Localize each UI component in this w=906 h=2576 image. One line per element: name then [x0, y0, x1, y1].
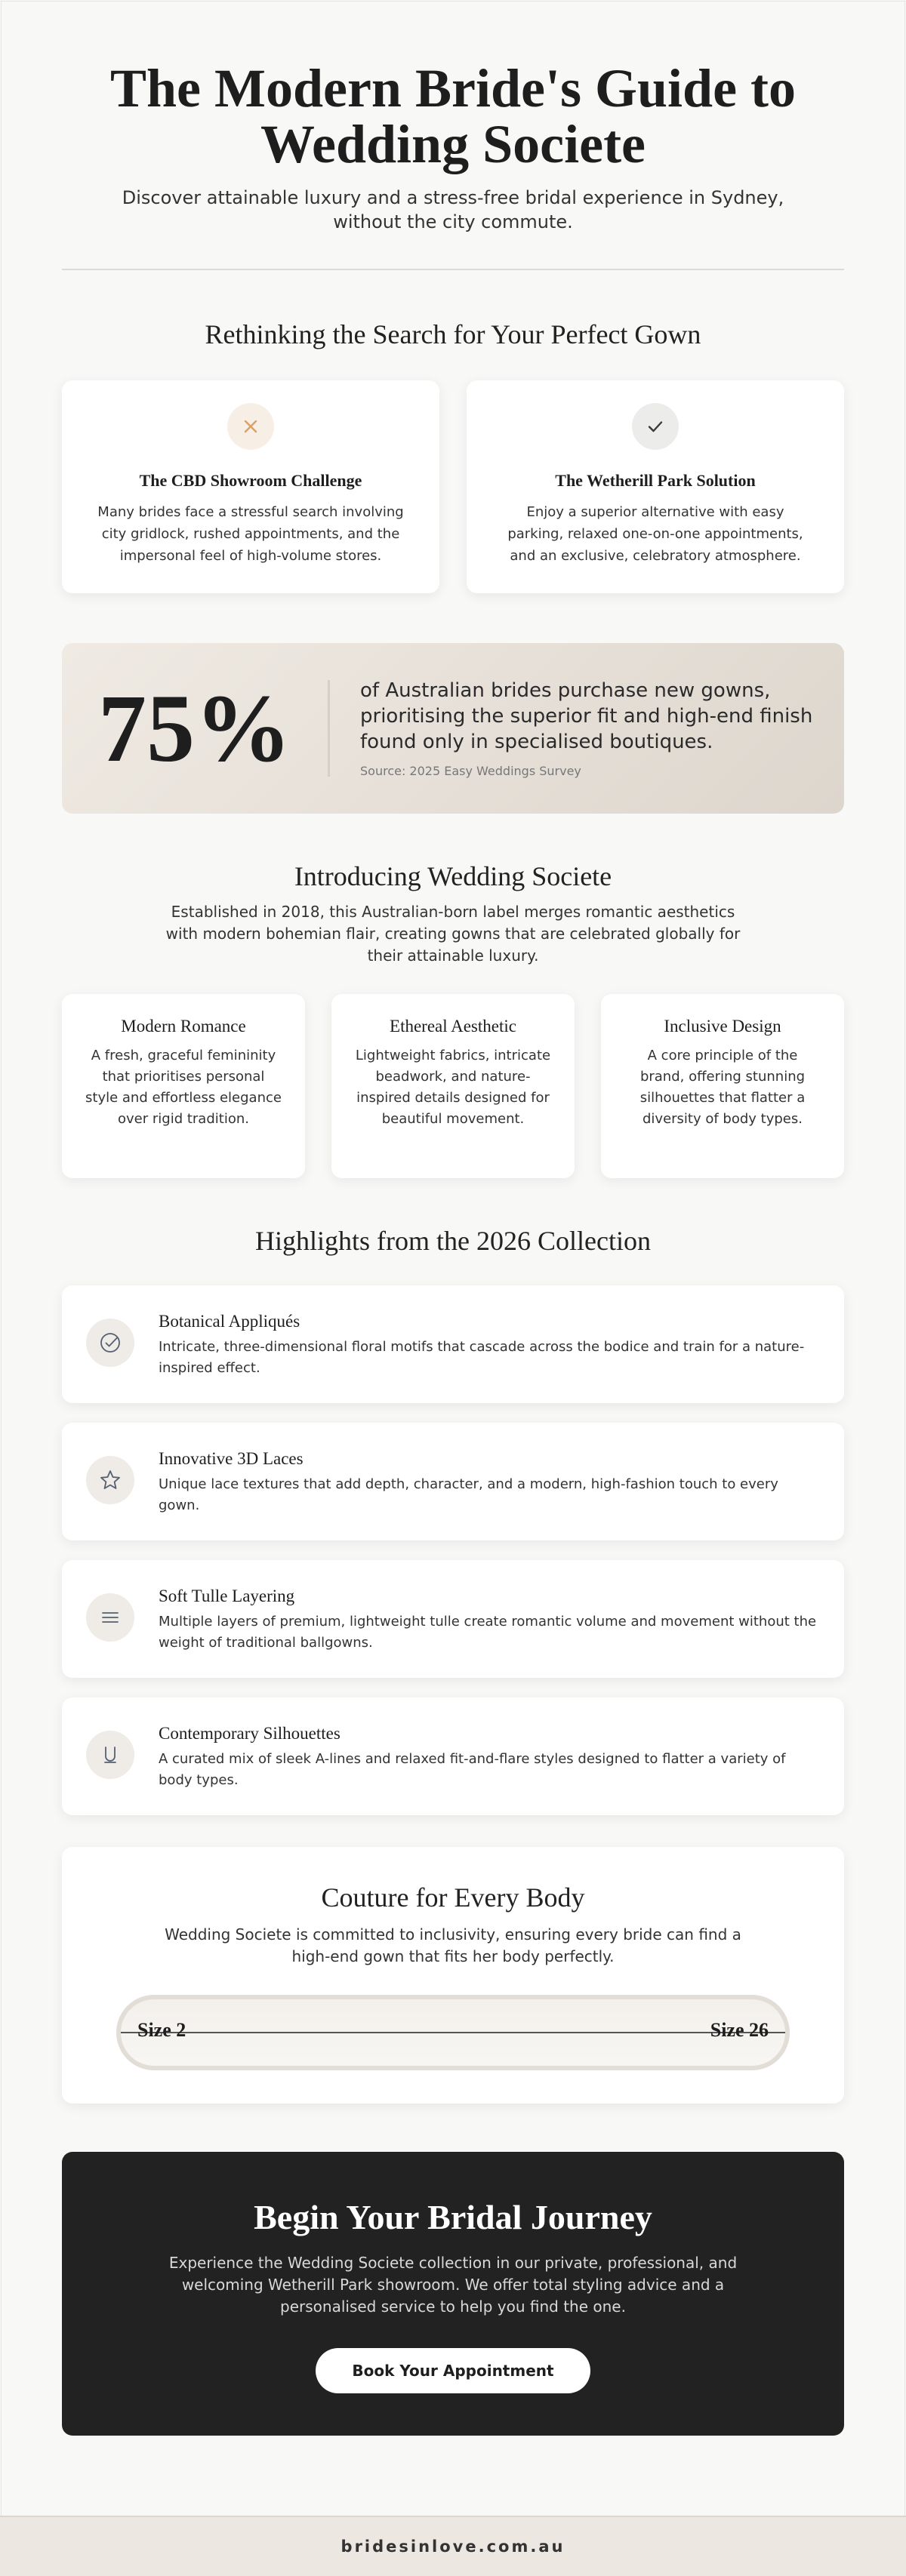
layers-icon: [86, 1593, 134, 1642]
highlight-body: [159, 1311, 823, 1379]
highlight-heading: Botanical Appliqués: [159, 1312, 300, 1331]
solution-card: [467, 380, 844, 593]
stat-banner: [62, 643, 844, 814]
intro-text: Established in 2018, this Australian-born label merges romantic aesthetics with modern bohemian flair, creating gowns that are celebrated globally for their attainable luxury.: [165, 903, 741, 965]
cta-panel: [62, 2152, 844, 2436]
pillar-heading: Inclusive Design: [664, 1017, 781, 1036]
highlights-section: [62, 1225, 844, 1815]
footer: [0, 2516, 906, 2576]
x-icon: [227, 403, 274, 450]
hero-subtitle: Discover attainable luxury and a stress-free bridal experience in Sydney, without the city commute.: [122, 187, 784, 232]
footer-site-link[interactable]: bridesinlove.com.au: [341, 2538, 565, 2556]
challenge-heading: The CBD Showroom Challenge: [139, 471, 362, 490]
size-min-label: Size 2: [137, 2019, 186, 2041]
star-icon: [86, 1456, 134, 1504]
solution-text: Enjoy a superior alternative with easy parking, relaxed one-on-one appointments, and an exclusive, celebratory atmosphere.: [507, 504, 803, 564]
check-circle-icon: [86, 1319, 134, 1367]
comparison-section: [62, 319, 844, 593]
book-appointment-button[interactable]: Book Your Appointment: [316, 2348, 590, 2393]
couture-text: Wedding Societe is committed to inclusivity, ensuring every bride can find a high-end gown that fits her body perfectly.: [165, 1925, 741, 1965]
highlight-body: [159, 1723, 823, 1791]
highlight-heading: Soft Tulle Layering: [159, 1587, 295, 1605]
challenge-text: Many brides face a stressful search involving city gridlock, rushed appointments, and the impersonal feel of high-volume stores.: [97, 504, 404, 564]
pillar-heading: Modern Romance: [121, 1017, 246, 1036]
highlights-title: Highlights from the 2026 Collection: [255, 1226, 651, 1256]
couture-section: [62, 1847, 844, 2104]
pillar-text: A core principle of the brand, offering stunning silhouettes that flatter a diversity of body types.: [639, 1048, 806, 1127]
list-item: [62, 1560, 844, 1678]
highlight-text: Unique lace textures that add depth, character, and a modern, high-fashion touch to every gown.: [159, 1476, 778, 1513]
highlights-list: [62, 1285, 844, 1815]
stat-text: of Australian brides purchase new gowns, prioritising the superior fit and high-end finish found only in specialised boutiques.: [360, 679, 813, 753]
stat-source: Source: 2025 Easy Weddings Survey: [360, 764, 581, 778]
stat-value: 75%: [98, 675, 291, 782]
solution-heading: The Wetherill Park Solution: [555, 471, 756, 490]
highlight-body: [159, 1586, 823, 1654]
intro-title: Introducing Wedding Societe: [294, 861, 612, 891]
cta-title: Begin Your Bridal Journey: [254, 2198, 652, 2236]
hero-divider: [62, 269, 844, 270]
cta-text: Experience the Wedding Societe collection in our private, professional, and welcoming Wetherill Park showroom. We offer total styling advice and a personalised service to help you find the one.: [168, 2254, 738, 2316]
pillar-text: A fresh, graceful femininity that prioritises personal style and effortless elegance over rigid tradition.: [85, 1048, 282, 1127]
pillar-card: [601, 994, 844, 1178]
list-item: [62, 1697, 844, 1815]
highlight-text: Intricate, three-dimensional floral motifs that cascade across the bodice and train for a nature-inspired effect.: [159, 1339, 805, 1376]
pillar-cards: [62, 994, 844, 1178]
comparison-title: Rethinking the Search for Your Perfect Gown: [205, 319, 701, 349]
pillar-card: [62, 994, 305, 1178]
list-item: [62, 1423, 844, 1540]
comparison-cards: [62, 380, 844, 593]
pillar-text: Lightweight fabrics, intricate beadwork, and nature-inspired details designed for beautiful movement.: [355, 1048, 551, 1127]
silhouette-icon: [86, 1731, 134, 1779]
challenge-card: [62, 380, 439, 593]
highlight-text: Multiple layers of premium, lightweight tulle create romantic volume and movement without the weight of traditional ballgowns.: [159, 1614, 817, 1651]
page-title: The Modern Bride's Guide to Wedding Societe: [109, 58, 796, 174]
highlight-text: A curated mix of sleek A-lines and relaxed fit-and-flare styles designed to flatter a variety of body types.: [159, 1751, 786, 1788]
intro-section: [62, 860, 844, 1178]
pillar-heading: Ethereal Aesthetic: [390, 1017, 516, 1036]
stat-divider: [328, 680, 330, 777]
hero: [62, 0, 844, 234]
couture-title: Couture for Every Body: [321, 1882, 585, 1913]
pillar-card: [331, 994, 575, 1178]
size-range-line: [121, 2032, 785, 2033]
stat-body: [360, 678, 813, 779]
highlight-heading: Contemporary Silhouettes: [159, 1724, 341, 1743]
check-icon: [632, 403, 679, 450]
highlight-body: [159, 1448, 823, 1516]
highlight-heading: Innovative 3D Laces: [159, 1449, 304, 1468]
page-content: [62, 0, 844, 2436]
size-range-bar: [116, 1995, 790, 2070]
size-max-label: Size 26: [710, 2019, 769, 2041]
list-item: [62, 1285, 844, 1403]
